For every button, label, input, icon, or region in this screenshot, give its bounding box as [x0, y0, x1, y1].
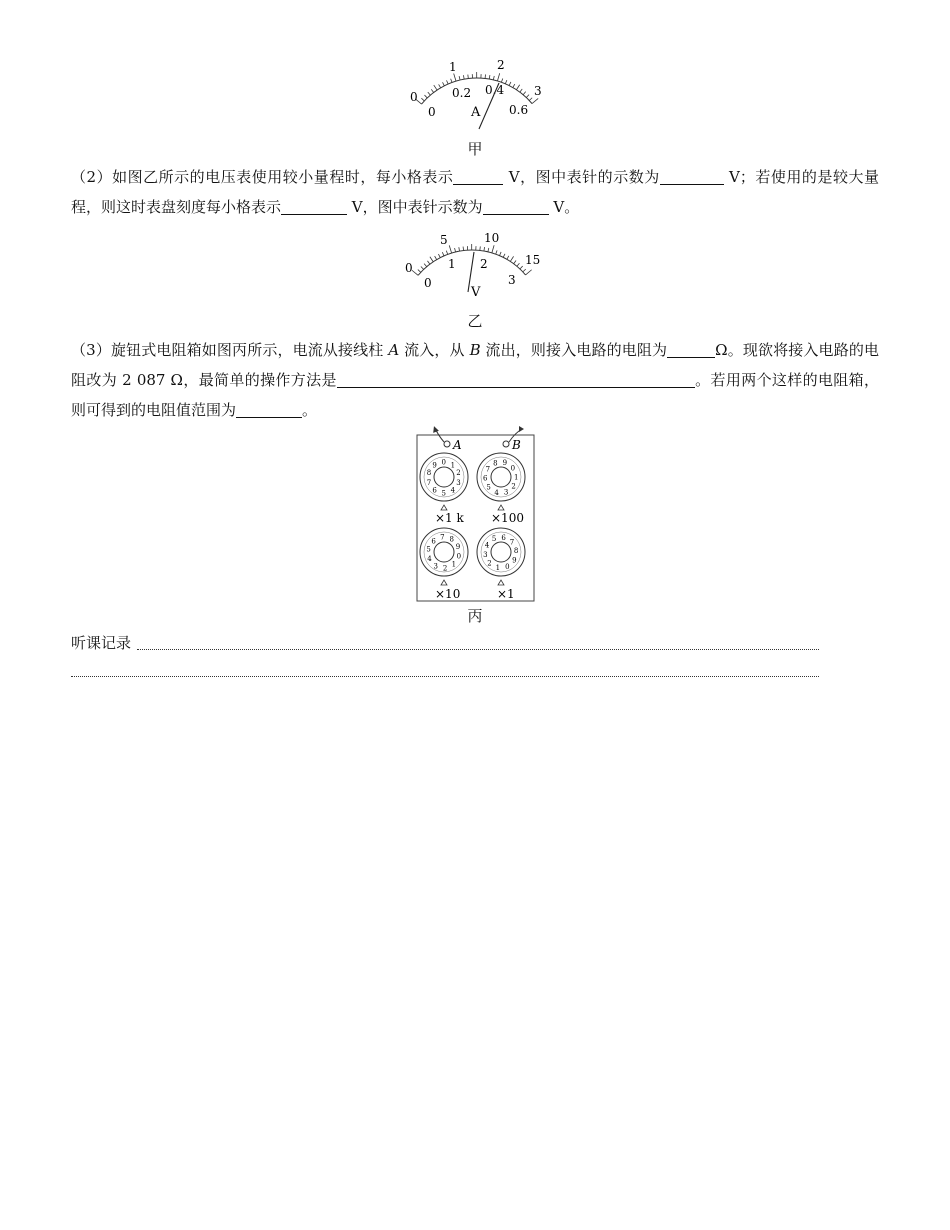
current-in-arrow: [431, 425, 439, 433]
ammeter-bottom-label-3: 0.6: [509, 103, 529, 117]
knob-pointer-mark: [498, 580, 504, 585]
knob-digit: 0: [510, 464, 516, 473]
knob-digit: 8: [426, 469, 432, 478]
scale-tick: [513, 84, 515, 87]
knob-digit: 1: [495, 564, 501, 573]
scale-tick: [463, 75, 464, 79]
ammeter-bottom-label-0: 0: [428, 105, 436, 119]
knob-digit: 3: [483, 550, 488, 559]
scale-tick: [514, 261, 516, 264]
knob-digit: 2: [487, 559, 492, 568]
scale-tick: [523, 269, 526, 272]
scale-tick: [500, 252, 502, 256]
caption-jia: 甲: [467, 140, 483, 158]
knob-digit: 9: [455, 542, 461, 551]
knob-digit: 9: [512, 556, 517, 565]
knob-digit: 9: [502, 459, 508, 468]
question-2: [71, 162, 879, 222]
ammeter-unit-label: A: [471, 105, 481, 120]
q3-text-1: （3）旋钮式电阻箱如图丙所示，电流从接线柱: [71, 341, 389, 359]
knob-digit: 4: [427, 555, 432, 564]
knob-digit: 1: [451, 560, 457, 569]
ammeter-top-label-2: 2: [497, 58, 505, 72]
knob-digit: 8: [449, 535, 454, 544]
scale-tick: [428, 92, 431, 95]
resistance-box-figure: [0, 425, 950, 605]
knob-digit: 5: [426, 545, 431, 554]
knob-digit: 7: [509, 538, 515, 547]
q2-blank-1[interactable]: [453, 166, 503, 185]
caption-yi: 乙: [467, 312, 483, 330]
scale-tick: [431, 89, 433, 92]
scale-tick: [427, 261, 429, 264]
scale-tick: [523, 92, 526, 95]
knob-digit: 0: [505, 563, 510, 572]
ammeter-top-label-3: 3: [534, 84, 542, 98]
knob-pointer-mark: [441, 505, 447, 510]
knob-pointer-mark: [498, 505, 504, 510]
knob-digit: 6: [501, 533, 506, 542]
scale-tick: [424, 264, 427, 267]
knob-digit: 4: [450, 486, 456, 495]
voltmeter-top-label-3: 15: [525, 253, 541, 267]
scale-tick: [421, 98, 424, 101]
scale-tick: [412, 270, 418, 275]
scale-tick: [510, 256, 513, 261]
scale-tick: [529, 98, 532, 101]
voltmeter-top-label-2: 10: [484, 231, 500, 245]
knob-pointer-mark: [441, 580, 447, 585]
q3-text-2: 流入，从: [399, 341, 470, 359]
scale-tick: [439, 84, 441, 87]
scale-tick: [492, 245, 494, 253]
q2-text-1: （2）如图乙所示的电压表使用较小量程时，每小格表示: [71, 168, 454, 186]
knob-digit: 5: [486, 483, 491, 492]
terminal-b-post: [503, 441, 509, 447]
multiplier-label-100: ×100: [491, 511, 524, 525]
knob-center: [491, 542, 511, 562]
notes-label: 听课记录: [71, 634, 132, 652]
knob-digit: 9: [432, 461, 437, 470]
scale-tick: [459, 76, 460, 80]
q2-text-5: V。: [548, 198, 580, 216]
knob-digit: 6: [483, 474, 488, 483]
knob-center: [434, 542, 454, 562]
q2-text-2: V，图中表针的示数为: [503, 168, 660, 186]
scale-tick: [497, 73, 499, 81]
scale-tick: [517, 263, 520, 266]
voltmeter-figure: [0, 228, 950, 304]
q2-text-3: V；若使用的是较大量程，则这时表盘刻度每小格表示: [71, 168, 879, 216]
knob-digit: 6: [432, 486, 437, 495]
q3-blank-3[interactable]: [236, 399, 302, 418]
q3-blank-1[interactable]: [667, 339, 715, 358]
ammeter-figure: [0, 55, 950, 135]
voltmeter-bottom-label-0: 0: [424, 276, 432, 290]
current-out-arrow: [519, 426, 524, 432]
scale-tick: [496, 250, 497, 254]
knob-digit: 6: [431, 537, 436, 546]
caption-bing: 丙: [467, 607, 483, 625]
voltmeter-top-label-0: 0: [405, 261, 413, 275]
q2-blank-3[interactable]: [281, 196, 347, 215]
scale-tick: [449, 245, 451, 253]
knob-center: [434, 467, 454, 487]
multiplier-label-1k: ×1 k: [435, 511, 464, 525]
knob-digit: 5: [491, 534, 497, 543]
scale-arc: [418, 250, 525, 275]
voltmeter-scale-ticks: [412, 244, 532, 275]
notes-line-1[interactable]: [137, 649, 819, 650]
scale-tick: [501, 78, 502, 82]
voltmeter-bottom-label-2: 2: [480, 257, 488, 271]
scale-tick: [507, 256, 509, 259]
terminal-b-label: B: [512, 438, 521, 452]
knob-digit: 3: [503, 488, 509, 497]
scale-tick: [430, 257, 433, 262]
scale-tick: [442, 252, 444, 256]
scale-tick: [493, 76, 494, 80]
q2-text-4: V，图中表针示数为: [347, 198, 483, 216]
scale-tick: [520, 266, 523, 269]
ammeter-top-label-0: 0: [410, 90, 418, 104]
ammeter-scale-ticks: [415, 72, 538, 104]
scale-tick: [418, 270, 421, 273]
q3-terminal-b: B: [469, 341, 481, 359]
ammeter-top-label-1: 1: [449, 60, 457, 74]
scale-tick: [435, 256, 437, 259]
scale-tick: [425, 95, 428, 98]
ammeter-bottom-label-2: 0.4: [485, 83, 505, 97]
scale-tick: [503, 254, 505, 258]
terminal-a-label: A: [453, 438, 462, 452]
scale-tick: [516, 85, 519, 90]
multiplier-label-1: ×1: [497, 587, 515, 601]
scale-tick: [443, 82, 445, 86]
q3-blank-2[interactable]: [337, 369, 695, 388]
scale-tick: [451, 79, 452, 83]
scale-tick: [520, 89, 522, 92]
scale-tick: [454, 73, 456, 81]
q3-text-3: 流出，则接入电路的电阻为: [480, 341, 668, 359]
terminal-a-post: [444, 441, 450, 447]
voltmeter-unit-label: V: [471, 285, 481, 300]
knob-digit: 7: [485, 465, 491, 474]
scale-tick: [459, 247, 460, 251]
q2-blank-2[interactable]: [660, 166, 724, 185]
scale-tick: [509, 82, 511, 86]
scale-tick: [532, 98, 538, 103]
knob-digit: 0: [441, 458, 446, 467]
voltmeter-bottom-label-1: 1: [448, 257, 456, 271]
scale-arc: [422, 78, 533, 104]
knob-digit: 4: [484, 541, 490, 550]
scale-tick: [505, 80, 507, 84]
knob-digit: 2: [442, 564, 448, 573]
scale-tick: [421, 266, 424, 269]
multiplier-label-10: ×10: [435, 587, 461, 601]
knob-digit: 8: [493, 459, 498, 468]
q2-blank-4[interactable]: [483, 196, 549, 215]
knob-digit: 7: [440, 533, 445, 542]
knob-digit: 3: [433, 562, 438, 571]
scale-tick: [489, 75, 490, 79]
notes-line-2[interactable]: [71, 676, 819, 677]
knob-digit: 0: [456, 552, 462, 561]
knob-digit: 4: [494, 488, 499, 497]
scale-tick: [488, 248, 489, 252]
knob-digit: 2: [511, 482, 516, 491]
knob-digit: 3: [456, 478, 461, 487]
voltmeter-bottom-label-3: 3: [508, 273, 516, 287]
scale-tick: [526, 95, 529, 98]
q3-text-4: Ω。现欲将接入电路的电阻改为 2 087 Ω，最简单的操作方法是: [71, 341, 879, 389]
scale-tick: [438, 254, 440, 258]
scale-tick: [526, 270, 532, 275]
knob-digit: 1: [513, 473, 519, 482]
knob-digit: 1: [450, 461, 456, 470]
question-3: [71, 335, 879, 425]
scale-tick: [434, 85, 437, 90]
knob-digit: 2: [456, 469, 461, 478]
q3-text-5: 。若用两个这样的电阻箱，则可得到的电阻值范围为: [71, 371, 879, 419]
scale-tick: [446, 251, 447, 255]
ammeter-bottom-label-1: 0.2: [452, 86, 472, 100]
voltmeter-top-label-1: 5: [440, 233, 448, 247]
q3-text-6: 。: [302, 401, 318, 419]
knob-digit: 8: [513, 547, 519, 556]
scale-tick: [447, 80, 449, 84]
knob-digit: 7: [426, 478, 432, 487]
knob-center: [491, 467, 511, 487]
knob-digit: 5: [441, 489, 446, 498]
scale-tick: [484, 247, 485, 251]
q3-terminal-a: A: [388, 341, 400, 359]
scale-tick: [455, 248, 456, 252]
